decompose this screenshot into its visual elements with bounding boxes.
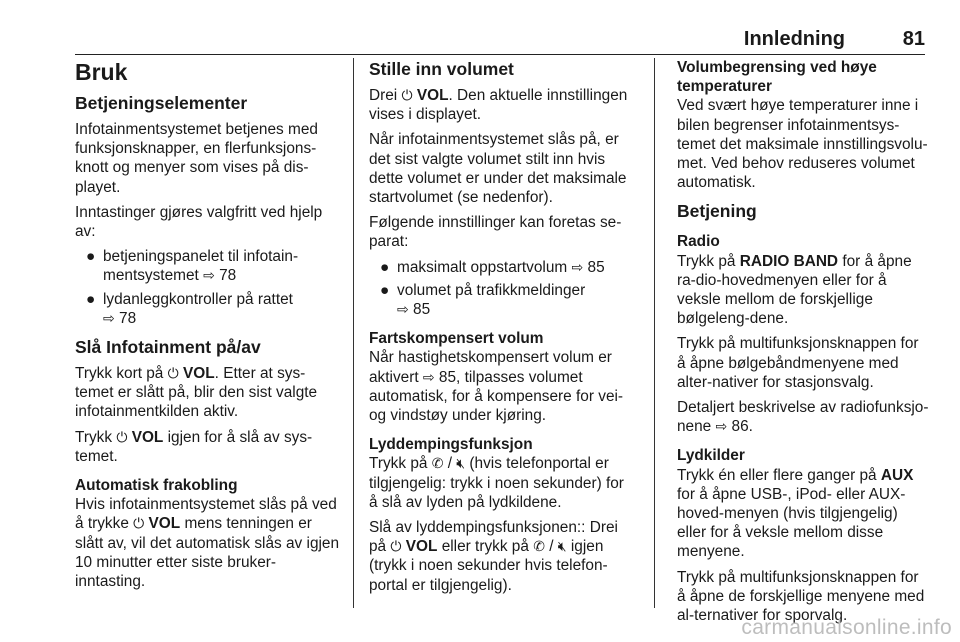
power-icon: ⏻	[133, 515, 145, 532]
paragraph: Detaljert beskrivelse av radiofunksjo-nene ⇨ 86.	[677, 399, 929, 436]
paragraph: Hvis infotainmentsystemet slås på ved å trykke ⏻ VOL mens tenningen er slått av, vil det automatisk slås av igjen 10 minutter etter siste bruker-inntasting.	[75, 496, 340, 591]
subheading: Lyddempingsfunksjon	[369, 436, 533, 454]
paragraph: Trykk på RADIO BAND for å åpne ra-dio-hovedmenyen eller for å veksle mellom de forskjellige bølgeleng-dene.	[677, 252, 912, 328]
column-divider	[353, 58, 354, 608]
subsection-heading: Betjeningselementer	[75, 93, 248, 113]
list-item: ● lydanleggkontroller på rattet ⇨ 78	[86, 290, 293, 327]
column-1	[75, 58, 343, 597]
paragraph: Trykk én eller flere ganger på AUX for å åpne USB-, iPod- eller AUX-hoved-menyen (hvis tilgjengelig) eller for å veksle mellom disse menyene.	[677, 466, 914, 561]
paragraph: Drei ⏻ VOL. Den aktuelle innstillingen vises i displayet.	[369, 87, 628, 124]
cross-reference-arrow-icon: ⇨	[571, 258, 584, 275]
watermark: carmanualsonline.info	[741, 616, 952, 639]
paragraph: Trykk kort på ⏻ VOL. Etter at sys-temet er slått på, blir den sist valgte infotainmentkilden aktiv.	[75, 365, 318, 421]
paragraph: Når infotainmentsystemet slås på, er det sist valgte volumet stilt inn hvis dette volumet er under det maksimale startvolumet (se nedenfor).	[369, 131, 627, 207]
paragraph: Trykk på ✆ / 🔇︎ (hvis telefonportal er tilgjengelig: trykk i noen sekunder) for å slå av lyden på lydkildene.	[369, 455, 624, 511]
paragraph: Trykk ⏻ VOL igjen for å slå av sys-temet.	[75, 428, 313, 465]
rotary-knob-icon: ⏻	[401, 87, 413, 103]
rotary-knob-icon: ⏻	[390, 538, 402, 555]
paragraph: Ved svært høye temperaturer inne i bilen begrenser infotainmentsys-temet det maksimale innstillingsvolu-met. Ved behov reduseres volumet automatisk.	[677, 97, 928, 192]
section-heading: Stille inn volumet	[369, 59, 514, 79]
column-3	[677, 58, 929, 631]
section-heading: Betjening	[677, 201, 757, 222]
paragraph: Når hastighetskompensert volum er aktivert ⇨ 85, tilpasses volumet automatisk, for å kompensere for vei-og vindstøy under kjøring.	[369, 349, 624, 425]
subheading: Automatisk frakobling	[75, 477, 238, 495]
list-item: ● betjeningspanelet til infotain-mentsystemet ⇨ 78	[86, 248, 299, 285]
cross-reference-arrow-icon: ⇨	[715, 418, 728, 435]
paragraph: Slå av lyddempingsfunksjonen:: Drei på ⏻ VOL eller trykk på ✆ / 🔇︎ igjen (trykk i noen sekunder hvis telefon-portal er tilgjengelig).	[369, 519, 618, 594]
subheading: Radio	[677, 233, 720, 251]
column-2	[369, 58, 633, 601]
paragraph: Trykk på multifunksjonsknappen for å åpne bølgebåndmenyene med alter-nativer for stasjonsvalg.	[677, 335, 919, 391]
list-item: ● maksimalt oppstartvolum ⇨ 85	[380, 258, 605, 276]
subheading: Volumbegrensing ved høye temperaturer	[677, 59, 877, 96]
column-divider	[654, 58, 655, 608]
list-item: ● volumet på trafikkmeldinger ⇨ 85	[380, 281, 586, 319]
page-header	[75, 26, 925, 55]
subheading: Lydkilder	[677, 447, 745, 465]
chapter-title: Innledning	[743, 28, 845, 50]
page-number: 81	[902, 28, 925, 50]
phone-icon: ✆	[431, 455, 444, 472]
cross-reference-arrow-icon: ⇨	[397, 301, 409, 318]
cross-reference-arrow-icon: ⇨	[103, 309, 115, 326]
phone-icon: ✆	[533, 538, 545, 555]
paragraph: Inntastinger gjøres valgfritt ved hjelp av:	[75, 203, 323, 241]
power-icon: ⏻	[116, 428, 128, 445]
bullet-list	[75, 247, 343, 328]
cross-reference-arrow-icon: ⇨	[203, 267, 215, 284]
paragraph: Følgende innstillinger kan foretas se-parat:	[369, 214, 622, 251]
subsection-heading: Slå Infotainment på/av	[75, 337, 261, 358]
section-heading: Bruk	[75, 59, 128, 85]
power-icon: ⏻	[167, 365, 179, 382]
bullet-list	[369, 258, 633, 320]
paragraph: Trykk på multifunksjonsknappen for å åpne de forskjellige menyene med al-ternativer for sporvalg.	[677, 568, 925, 625]
paragraph: Infotainmentsystemet betjenes med funksjonsknapper, en flerfunksjons-knott og menyer som vises på dis-playet.	[75, 121, 318, 196]
mute-speaker-icon: 🔇︎	[557, 538, 567, 555]
cross-reference-arrow-icon: ⇨	[422, 368, 435, 385]
subheading: Fartskompensert volum	[369, 330, 544, 348]
mute-speaker-icon: 🔇︎	[456, 455, 466, 472]
